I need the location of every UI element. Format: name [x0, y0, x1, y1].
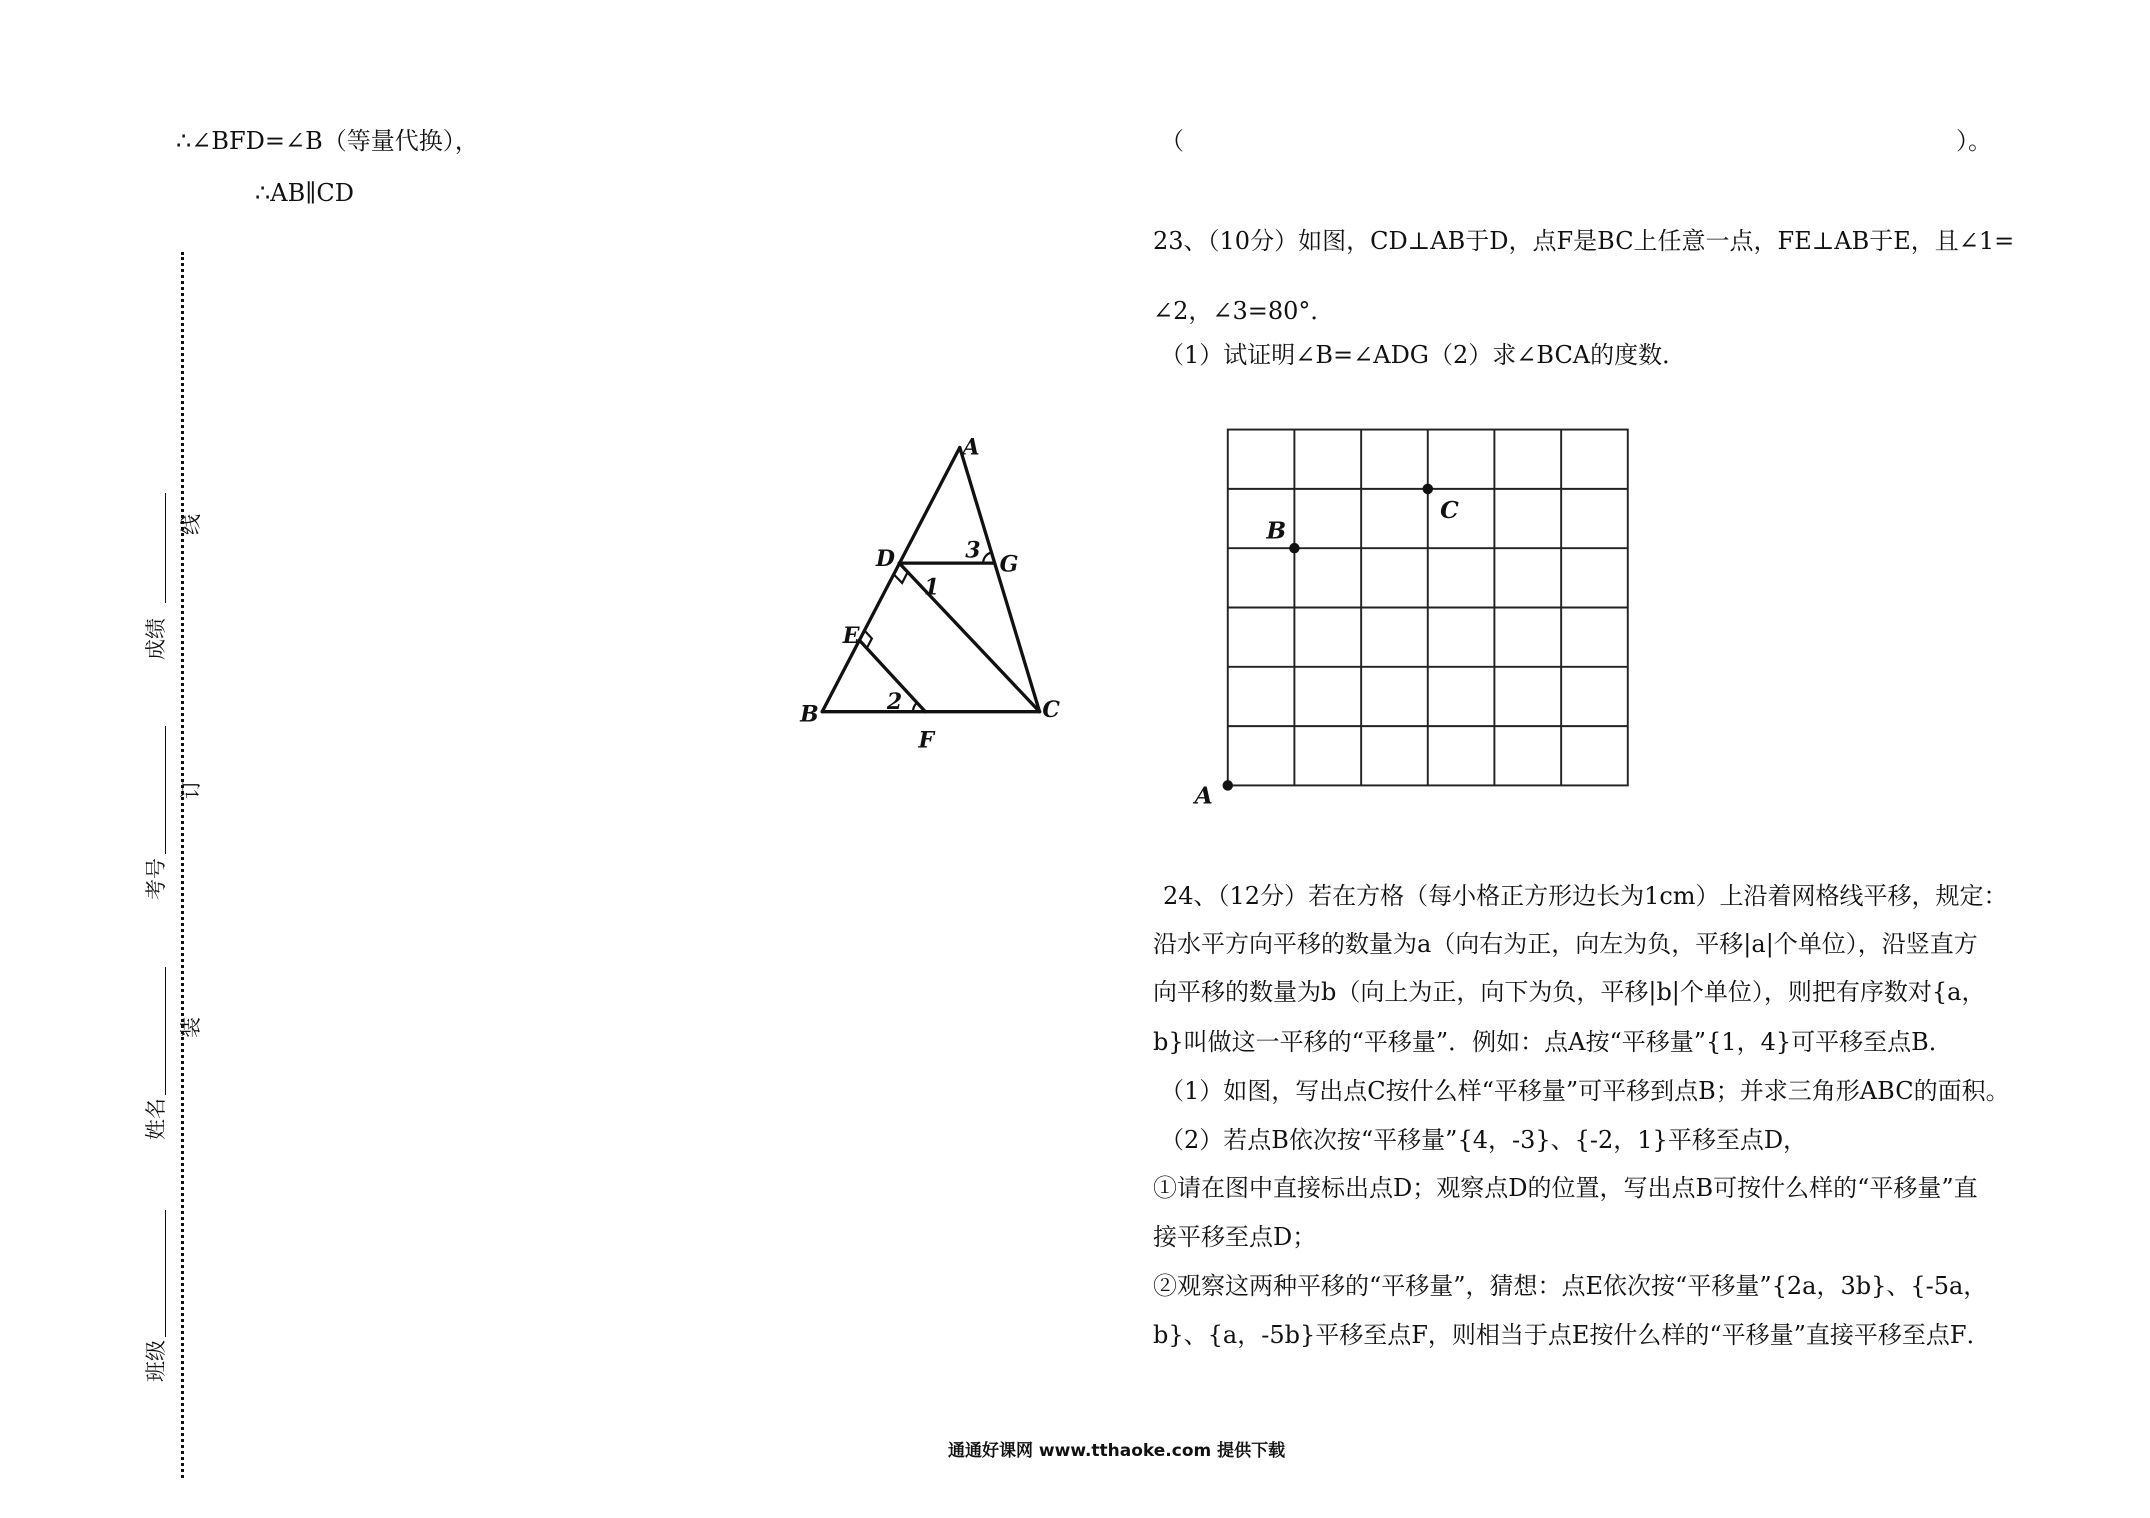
grid-point-b — [1289, 543, 1299, 553]
name-label: 姓名 — [144, 1098, 168, 1140]
angle-label-1: 1 — [923, 574, 940, 601]
q23-line-2: ∠2，∠3=80°． — [1153, 297, 1335, 325]
grid-label-c: C — [1440, 495, 1459, 524]
q24-line-5: （1）如图，写出点C按什么样“平移量”可平移到点B；并求三角形ABC的面积。 — [1160, 1077, 2010, 1105]
q24-line-2: 沿水平方向平移的数量为a（向右为正，向左为负，平移|a|个单位），沿竖直方 — [1153, 930, 1978, 958]
score-blank-line — [165, 493, 166, 603]
proof-line-1: ∴∠BFD=∠B（等量代换）， — [176, 127, 479, 155]
binding-dotted-line — [181, 252, 184, 1478]
triangle-figure — [785, 420, 1074, 764]
triangle-label-e: E — [842, 622, 860, 649]
q24-line-8: 接平移至点D； — [1153, 1223, 1317, 1251]
angle-label-3: 3 — [965, 537, 981, 564]
page-footer: 通通好课网 www.tthaoke.com 提供下载 — [948, 1441, 1286, 1461]
q24-line-10: b}、{a，-5b}平移至点F，则相当于点E按什么样的“平移量”直接平移至点F． — [1153, 1321, 1991, 1349]
q24-line-7: ①请在图中直接标出点D；观察点D的位置，写出点B可按什么样的“平移量”直 — [1153, 1174, 1978, 1202]
answer-blank-close: ）。 — [1956, 127, 1992, 155]
exam-no-blank-line — [165, 726, 166, 854]
score-label: 成绩 — [144, 618, 168, 660]
segment-ac — [960, 448, 1040, 712]
grid-label-b: B — [1266, 516, 1287, 545]
q23-line-3: （1）试证明∠B=∠ADG（2）求∠BCA的度数． — [1160, 341, 1687, 369]
binding-char-zhuang: 装 — [179, 1017, 203, 1038]
q23-line-1: 23、（10分）如图，CD⊥AB于D，点F是BC上任意一点，FE⊥AB于E，且∠1= — [1153, 227, 2015, 255]
class-label: 班级 — [144, 1340, 168, 1382]
grid-point-a — [1223, 780, 1233, 790]
exam-no-label: 考号 — [144, 858, 168, 900]
q24-line-9: ②观察这两种平移的“平移量”，猜想：点E依次按“平移量”{2a，3b}、{-5a， — [1153, 1272, 1988, 1300]
grid-figure — [1185, 413, 1654, 813]
grid-label-a: A — [1194, 781, 1213, 810]
q24-line-4: b}叫做这一平移的“平移量”．例如：点A按“平移量”{1，4}可平移至点B． — [1153, 1028, 1953, 1056]
triangle-label-a: A — [962, 434, 980, 461]
proof-line-2: ∴AB∥CD — [255, 179, 354, 207]
angle-label-2: 2 — [886, 688, 903, 715]
grid-point-c — [1423, 484, 1433, 494]
binding-char-ding: 订 — [179, 778, 203, 799]
q24-line-3: 向平移的数量为b（向上为正，向下为负，平移|b|个单位），则把有序数对{a， — [1153, 978, 1986, 1006]
q24-line-6: （2）若点B依次按“平移量”{4，-3}、{-2，1}平移至点D， — [1160, 1126, 1808, 1154]
triangle-label-g: G — [999, 551, 1019, 578]
triangle-label-d: D — [875, 545, 895, 572]
q24-line-1: 24、（12分）若在方格（每小格正方形边长为1cm）上沿着网格线平移，规定： — [1163, 882, 2008, 910]
triangle-label-f: F — [918, 727, 935, 754]
name-blank-line — [165, 967, 166, 1095]
triangle-label-c: C — [1042, 697, 1060, 724]
class-blank-line — [165, 1210, 166, 1337]
answer-blank-open: （ — [1160, 127, 1184, 155]
grid-lines — [1228, 430, 1628, 786]
triangle-label-b: B — [800, 701, 819, 728]
binding-char-xian: 线 — [179, 514, 203, 535]
